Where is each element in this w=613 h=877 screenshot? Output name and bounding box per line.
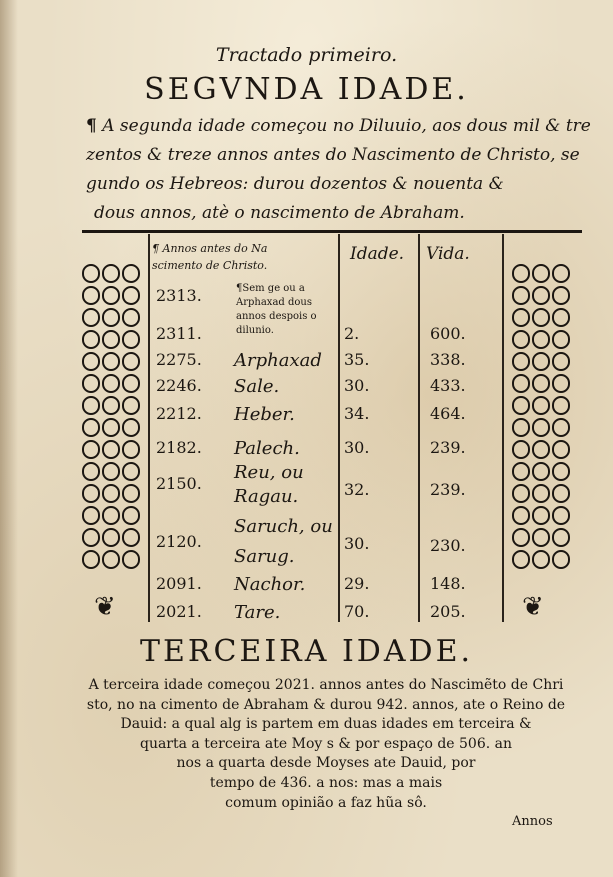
- body-line: quarta a terceira ate Moy s & por espaço de 506. an: [139, 735, 513, 752]
- table-row: 2120. Sarug. 30. 230.: [156, 532, 466, 567]
- table-row: 2091. Nachor. 29. 148.: [156, 574, 466, 595]
- fleuron-ornament-icon: ❦: [94, 592, 116, 622]
- body-line: tempo de 436. a nos: mas a mais: [209, 774, 443, 791]
- intro-line: zentos & treze annos antes do Nascimento de Christo, se: [86, 145, 580, 165]
- table-row: 2275. Arphaxad 35. 338.: [156, 350, 466, 371]
- body-line: A terceira idade começou 2021. annos antes do Nascimẽto de Chri: [88, 677, 564, 693]
- table-row: 2182. Palech. 30. 239.: [156, 438, 466, 459]
- table-row: 2212. Heber. 34. 464.: [156, 404, 466, 425]
- header-idade: Idade.: [350, 244, 405, 264]
- section-title-terceira-idade: TERCEIRA IDADE.: [139, 634, 474, 669]
- table-top-rule: [82, 230, 582, 233]
- body-line: comum opinião a faz hũa sô.: [225, 794, 427, 811]
- intro-line: gundo os Hebreos: durou dozentos & nouenta &: [86, 174, 504, 194]
- intro-line: ¶ A segunda idade começou no Diluuio, aos dous mil & tre: [86, 116, 591, 136]
- table-row: 2311. 2. 600.: [156, 324, 466, 343]
- table-row: Saruch, ou: [234, 516, 333, 537]
- header-annos: ¶ Annos antes do Na scimento de Christo.: [152, 242, 268, 272]
- catchword: Annos: [512, 814, 553, 829]
- table-row: 2021. Tare. 70. 205.: [156, 602, 466, 623]
- section-2-intro: [86, 112, 591, 228]
- fleuron-ornament-icon: ❦: [522, 592, 544, 622]
- header-vida: Vida.: [426, 244, 470, 264]
- body-line: Dauid: a qual alg is partem em duas idades em terceira &: [120, 716, 532, 733]
- section-title-segunda-idade: SEGVNDA IDADE.: [144, 72, 469, 107]
- table-row: 2150. Ragau. 32. 239.: [156, 474, 466, 507]
- table-row: 2313.: [156, 286, 202, 305]
- section-3-body: [76, 676, 576, 813]
- table-note: ¶Sem ge ou a Arphaxad dous annos despois o dilunio.: [236, 283, 317, 336]
- genealogy-table: [82, 230, 582, 630]
- body-line: nos a quarta desde Moyses ate Dauid, por: [176, 755, 476, 772]
- intro-line: dous annos, atè o nascimento de Abraham.: [94, 203, 465, 223]
- table-row: Reu, ou: [234, 462, 304, 483]
- body-line: sto, no na cimento de Abraham & durou 942. annos, ate o Reino de: [86, 696, 566, 713]
- pilcrow-mark: ¶: [86, 116, 97, 136]
- table-row: 2246. Sale. 30. 433.: [156, 376, 466, 397]
- running-head: Tractado primeiro.: [215, 44, 398, 66]
